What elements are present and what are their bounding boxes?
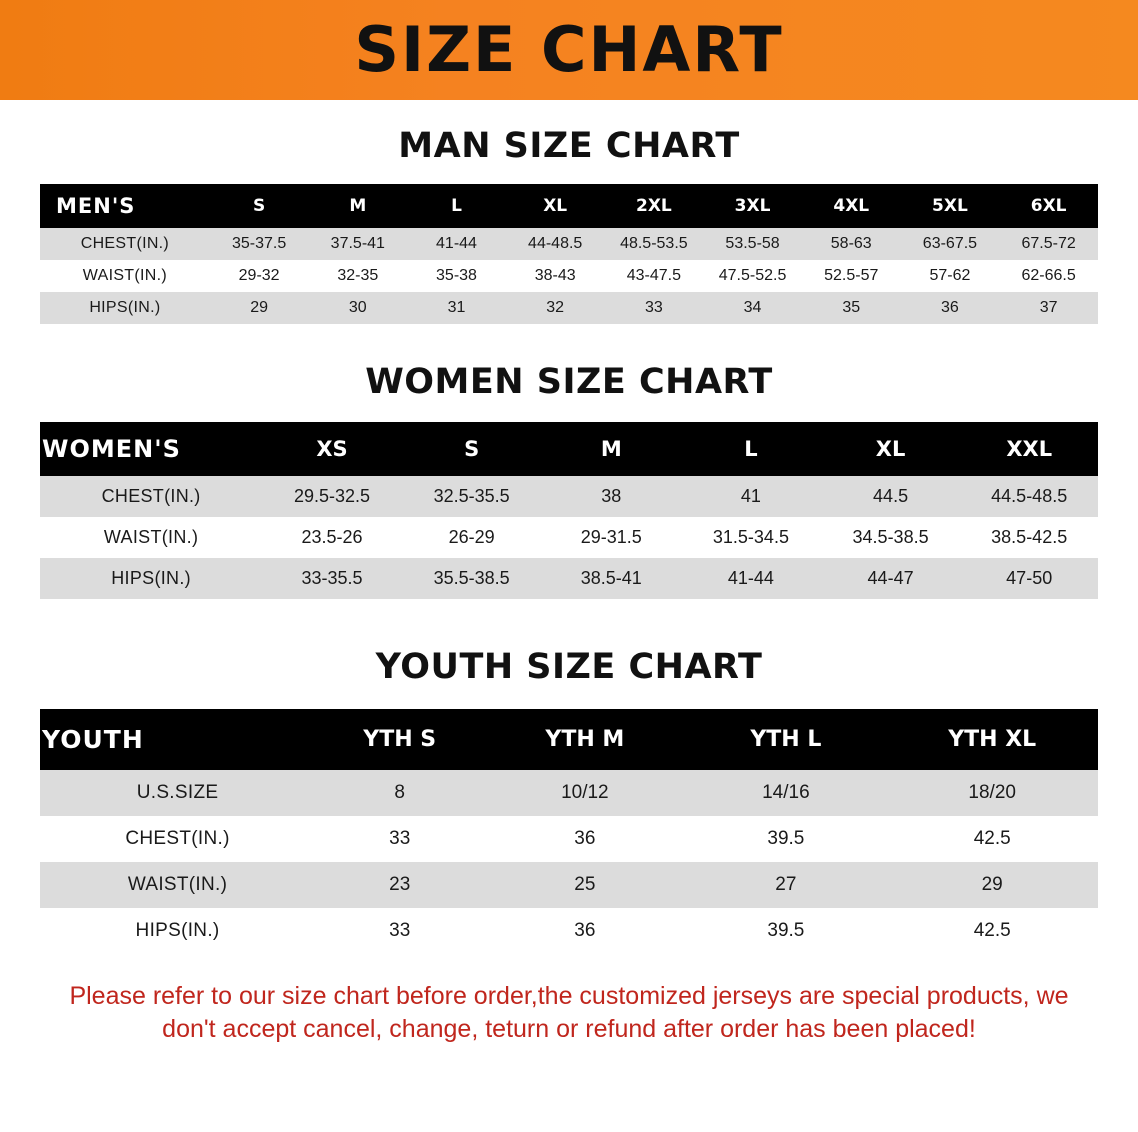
youth-header-3: YTH L bbox=[685, 709, 886, 770]
youth-table-body bbox=[40, 770, 1098, 954]
women-row-2-cell-5: 47-50 bbox=[960, 558, 1098, 599]
youth-row-3-cell-2: 39.5 bbox=[685, 908, 886, 954]
women-header-5: XL bbox=[821, 422, 961, 476]
youth-table-wrapper bbox=[40, 709, 1098, 954]
women-row-0-cell-2: 38 bbox=[541, 476, 681, 517]
man-row-1-cell-5: 47.5-52.5 bbox=[703, 260, 802, 292]
man-row-0-label: CHEST(IN.) bbox=[40, 228, 210, 260]
man-row-2-cell-5: 34 bbox=[703, 292, 802, 324]
youth-row-2-cell-3: 29 bbox=[886, 862, 1098, 908]
women-row-0-label: CHEST(IN.) bbox=[40, 476, 262, 517]
women-row-2-cell-3: 41-44 bbox=[681, 558, 821, 599]
youth-row-1-cell-0: 33 bbox=[315, 816, 484, 862]
women-row-1-cell-1: 26-29 bbox=[402, 517, 542, 558]
women-header-4: L bbox=[681, 422, 821, 476]
table-row bbox=[40, 558, 1098, 599]
man-row-1-cell-6: 52.5-57 bbox=[802, 260, 901, 292]
table-row bbox=[40, 862, 1098, 908]
table-row bbox=[40, 292, 1098, 324]
youth-row-0-cell-1: 10/12 bbox=[484, 770, 685, 816]
youth-header-1: YTH S bbox=[315, 709, 484, 770]
man-row-2-cell-2: 31 bbox=[407, 292, 506, 324]
youth-section-title: YOUTH SIZE CHART bbox=[375, 647, 763, 687]
youth-header-0: YOUTH bbox=[40, 709, 315, 770]
women-row-2-cell-2: 38.5-41 bbox=[541, 558, 681, 599]
man-row-2-label: HIPS(IN.) bbox=[40, 292, 210, 324]
women-row-2-cell-0: 33-35.5 bbox=[262, 558, 402, 599]
man-header-6: 3XL bbox=[703, 184, 802, 228]
man-row-1-cell-3: 38-43 bbox=[506, 260, 605, 292]
man-row-0-cell-5: 53.5-58 bbox=[703, 228, 802, 260]
table-header-row bbox=[40, 422, 1098, 476]
women-row-1-cell-4: 34.5-38.5 bbox=[821, 517, 961, 558]
women-header-6: XXL bbox=[960, 422, 1098, 476]
man-row-2-cell-7: 36 bbox=[901, 292, 1000, 324]
man-row-0-cell-4: 48.5-53.5 bbox=[605, 228, 704, 260]
youth-row-1-cell-1: 36 bbox=[484, 816, 685, 862]
man-row-0-cell-8: 67.5-72 bbox=[999, 228, 1098, 260]
table-row bbox=[40, 517, 1098, 558]
man-header-5: 2XL bbox=[605, 184, 704, 228]
man-header-7: 4XL bbox=[802, 184, 901, 228]
table-row bbox=[40, 260, 1098, 292]
youth-header-2: YTH M bbox=[484, 709, 685, 770]
women-row-1-label: WAIST(IN.) bbox=[40, 517, 262, 558]
youth-row-2-cell-0: 23 bbox=[315, 862, 484, 908]
youth-row-2-cell-2: 27 bbox=[685, 862, 886, 908]
man-table-body bbox=[40, 228, 1098, 324]
table-header-row bbox=[40, 184, 1098, 228]
women-row-0-cell-0: 29.5-32.5 bbox=[262, 476, 402, 517]
youth-row-0-cell-0: 8 bbox=[315, 770, 484, 816]
table-header-row bbox=[40, 709, 1098, 770]
man-row-2-cell-6: 35 bbox=[802, 292, 901, 324]
man-table-head bbox=[40, 184, 1098, 228]
women-row-1-cell-2: 29-31.5 bbox=[541, 517, 681, 558]
youth-row-2-label: WAIST(IN.) bbox=[40, 862, 315, 908]
man-row-1-cell-2: 35-38 bbox=[407, 260, 506, 292]
man-row-2-cell-4: 33 bbox=[605, 292, 704, 324]
table-row bbox=[40, 908, 1098, 954]
table-row bbox=[40, 476, 1098, 517]
women-header-0: WOMEN'S bbox=[40, 422, 262, 476]
man-header-1: S bbox=[210, 184, 309, 228]
women-header-2: S bbox=[402, 422, 542, 476]
youth-row-3-cell-3: 42.5 bbox=[886, 908, 1098, 954]
man-header-8: 5XL bbox=[901, 184, 1000, 228]
youth-row-0-label: U.S.SIZE bbox=[40, 770, 315, 816]
women-row-2-cell-4: 44-47 bbox=[821, 558, 961, 599]
youth-size-table bbox=[40, 709, 1098, 954]
women-row-2-label: HIPS(IN.) bbox=[40, 558, 262, 599]
man-header-3: L bbox=[407, 184, 506, 228]
man-row-2-cell-0: 29 bbox=[210, 292, 309, 324]
man-row-2-cell-8: 37 bbox=[999, 292, 1098, 324]
man-row-1-cell-1: 32-35 bbox=[308, 260, 407, 292]
youth-row-1-label: CHEST(IN.) bbox=[40, 816, 315, 862]
youth-row-0-cell-2: 14/16 bbox=[685, 770, 886, 816]
man-row-1-cell-8: 62-66.5 bbox=[999, 260, 1098, 292]
women-row-2-cell-1: 35.5-38.5 bbox=[402, 558, 542, 599]
man-row-2-cell-1: 30 bbox=[308, 292, 407, 324]
table-row bbox=[40, 228, 1098, 260]
man-header-0: MEN'S bbox=[40, 184, 210, 228]
table-row bbox=[40, 770, 1098, 816]
man-row-0-cell-1: 37.5-41 bbox=[308, 228, 407, 260]
youth-header-4: YTH XL bbox=[886, 709, 1098, 770]
youth-row-2-cell-1: 25 bbox=[484, 862, 685, 908]
youth-row-1-cell-3: 42.5 bbox=[886, 816, 1098, 862]
banner bbox=[0, 0, 1138, 100]
women-header-1: XS bbox=[262, 422, 402, 476]
youth-row-0-cell-3: 18/20 bbox=[886, 770, 1098, 816]
women-row-0-cell-5: 44.5-48.5 bbox=[960, 476, 1098, 517]
man-header-9: 6XL bbox=[999, 184, 1098, 228]
women-table-wrapper bbox=[40, 422, 1098, 599]
women-header-3: M bbox=[541, 422, 681, 476]
women-row-1-cell-0: 23.5-26 bbox=[262, 517, 402, 558]
women-section-title: WOMEN SIZE CHART bbox=[365, 362, 773, 402]
man-header-4: XL bbox=[506, 184, 605, 228]
man-size-table bbox=[40, 184, 1098, 324]
women-table-head bbox=[40, 422, 1098, 476]
women-size-table bbox=[40, 422, 1098, 599]
man-section-title: MAN SIZE CHART bbox=[398, 126, 740, 166]
man-header-2: M bbox=[308, 184, 407, 228]
women-row-0-cell-1: 32.5-35.5 bbox=[402, 476, 542, 517]
man-row-0-cell-6: 58-63 bbox=[802, 228, 901, 260]
women-row-1-cell-3: 31.5-34.5 bbox=[681, 517, 821, 558]
disclaimer-note: Please refer to our size chart before order,the customized jerseys are special products, we don't accept cancel, change, teturn or refund after order has been placed! bbox=[69, 982, 1069, 1043]
youth-row-1-cell-2: 39.5 bbox=[685, 816, 886, 862]
table-row bbox=[40, 816, 1098, 862]
man-row-1-cell-4: 43-47.5 bbox=[605, 260, 704, 292]
man-row-1-cell-0: 29-32 bbox=[210, 260, 309, 292]
youth-table-head bbox=[40, 709, 1098, 770]
youth-row-3-label: HIPS(IN.) bbox=[40, 908, 315, 954]
women-row-0-cell-4: 44.5 bbox=[821, 476, 961, 517]
page-title: SIZE CHART bbox=[354, 13, 784, 86]
man-row-0-cell-7: 63-67.5 bbox=[901, 228, 1000, 260]
man-row-0-cell-2: 41-44 bbox=[407, 228, 506, 260]
youth-row-3-cell-1: 36 bbox=[484, 908, 685, 954]
women-table-body bbox=[40, 476, 1098, 599]
man-row-1-label: WAIST(IN.) bbox=[40, 260, 210, 292]
man-row-0-cell-3: 44-48.5 bbox=[506, 228, 605, 260]
women-row-0-cell-3: 41 bbox=[681, 476, 821, 517]
man-row-0-cell-0: 35-37.5 bbox=[210, 228, 309, 260]
man-table-wrapper bbox=[40, 184, 1098, 324]
man-row-1-cell-7: 57-62 bbox=[901, 260, 1000, 292]
women-row-1-cell-5: 38.5-42.5 bbox=[960, 517, 1098, 558]
youth-row-3-cell-0: 33 bbox=[315, 908, 484, 954]
man-row-2-cell-3: 32 bbox=[506, 292, 605, 324]
